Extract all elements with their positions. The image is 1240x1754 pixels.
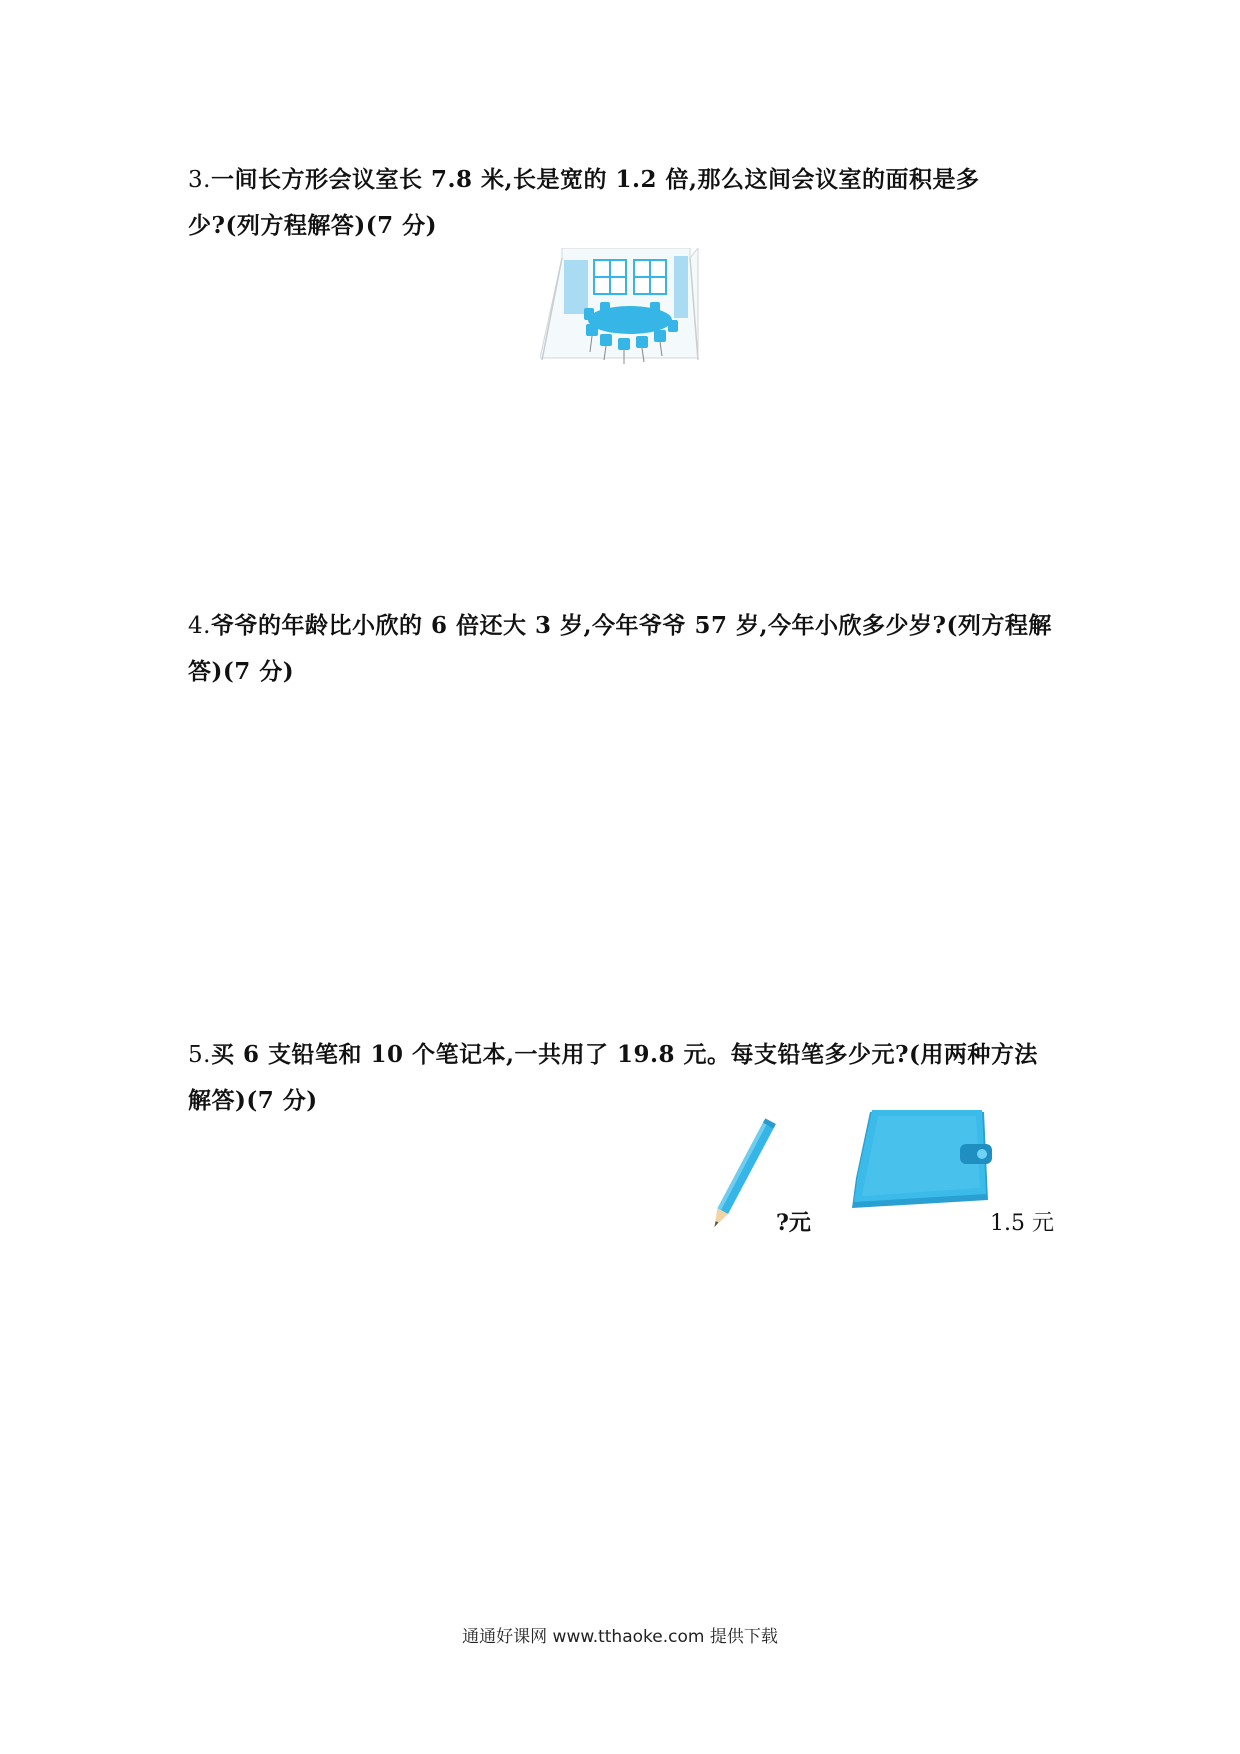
question-4-text: 爷爷的年龄比小欣的 6 倍还大 3 岁,今年爷爷 57 岁,今年小欣多少岁?(列方程解	[210, 612, 1052, 639]
question-4	[188, 603, 1068, 694]
question-4-line2: 答)(7 分)	[188, 658, 295, 685]
question-4-line1	[188, 603, 1068, 649]
notebook-icon	[848, 1108, 994, 1212]
question-3-number: 3.	[188, 167, 211, 193]
question-5-line1	[188, 1032, 1068, 1078]
meeting-room-icon	[540, 248, 700, 366]
question-5-text: 买 6 支铅笔和 10 个笔记本,一共用了 19.8 元。每支铅笔多少元?(用两种方法	[210, 1041, 1038, 1068]
question-3-line1	[188, 157, 1068, 203]
question-5-number: 5.	[188, 1042, 211, 1068]
question-5-line2: 解答)(7 分)	[188, 1087, 318, 1114]
footer-text: 通通好课网 www.tthaoke.com 提供下载	[462, 1627, 778, 1647]
pencil-price: ?元	[776, 1210, 811, 1236]
question-4-number: 4.	[188, 613, 211, 639]
question-3-text: 一间长方形会议室长 7.8 米,长是宽的 1.2 倍,那么这间会议室的面积是多	[210, 166, 980, 193]
pencil-icon	[702, 1112, 782, 1238]
question-3-line2: 少?(列方程解答)(7 分)	[188, 212, 438, 239]
notebook-price: 1.5 元	[990, 1211, 1054, 1236]
question-3	[188, 157, 1068, 248]
